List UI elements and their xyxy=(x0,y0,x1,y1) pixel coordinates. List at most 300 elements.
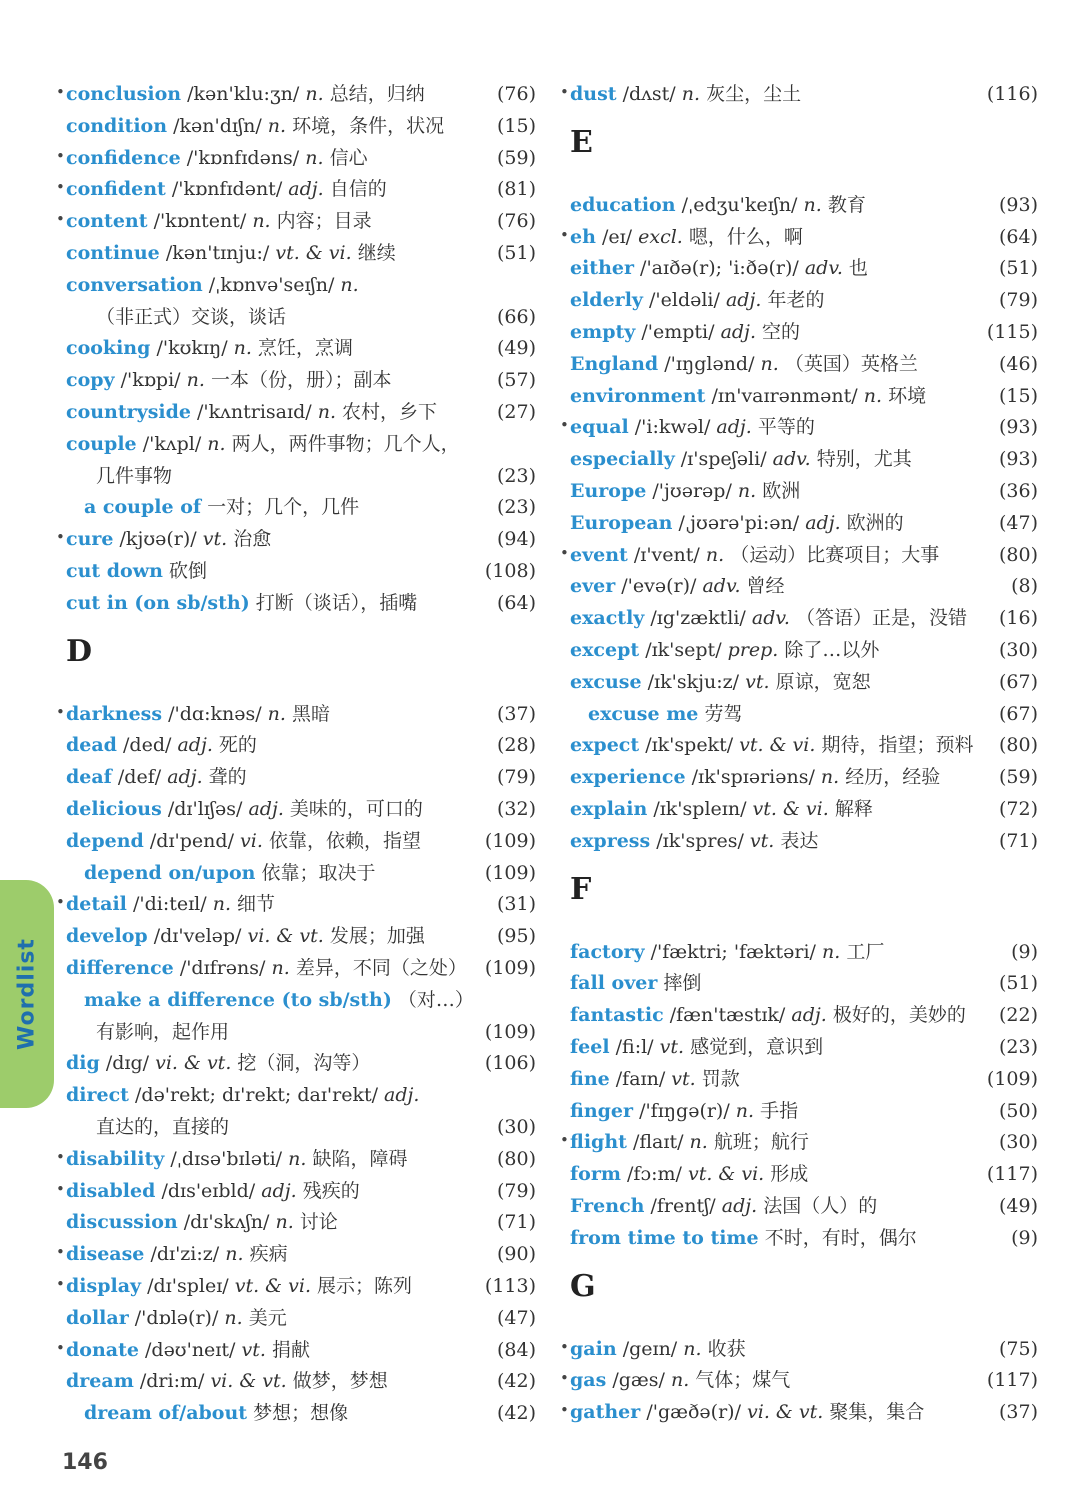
page-ref: (90) xyxy=(496,1243,536,1266)
word-entry xyxy=(66,1302,536,1334)
word-entry xyxy=(570,316,1038,348)
headword: continue xyxy=(66,242,160,264)
entry-continuation xyxy=(96,1016,536,1048)
page-ref: (81) xyxy=(496,178,536,201)
headword: disease xyxy=(66,1243,145,1266)
headword: gather xyxy=(570,1401,641,1424)
word-entry xyxy=(66,825,536,857)
page-ref: (30) xyxy=(496,1116,536,1138)
word-entry xyxy=(570,602,1038,634)
part-of-speech: adj. xyxy=(791,1004,827,1027)
star-mark-icon: • xyxy=(56,702,65,721)
phonetic: /də'rekt; dɪ'rekt; daɪ'rekt/ xyxy=(135,1084,378,1107)
part-of-speech: vt. xyxy=(671,1067,696,1090)
phonetic: /flaɪt/ xyxy=(632,1131,684,1154)
headword: form xyxy=(570,1163,621,1186)
headword: couple xyxy=(66,432,137,455)
definition: 讨论 xyxy=(299,1211,338,1234)
definition: 法国（人）的 xyxy=(763,1195,878,1217)
phonetic: /'dɪfrəns/ xyxy=(179,957,266,979)
part-of-speech: n. xyxy=(737,480,757,502)
section-letter: G xyxy=(570,1268,596,1304)
word-entry xyxy=(56,523,536,555)
word-entry xyxy=(570,380,1038,412)
definition: 残疾的 xyxy=(302,1179,360,1202)
definition: 曾经 xyxy=(746,575,785,598)
page-ref: (64) xyxy=(998,225,1038,248)
headword: event xyxy=(570,543,628,566)
page-ref: (51) xyxy=(496,242,536,264)
headword: England xyxy=(570,352,659,375)
word-entry xyxy=(570,1222,1038,1254)
phonetic: /fi:l/ xyxy=(615,1036,654,1058)
star-mark-icon: • xyxy=(56,1179,65,1198)
word-entry xyxy=(560,1126,1038,1158)
word-entry xyxy=(56,173,536,205)
section-letter: E xyxy=(570,124,593,160)
page-ref: (46) xyxy=(998,352,1038,375)
phonetic: /dəʊ'neɪt/ xyxy=(145,1338,236,1361)
definition: 死的 xyxy=(218,734,257,757)
page-ref: (108) xyxy=(484,560,536,582)
definition: 特别，尤其 xyxy=(816,448,912,471)
definition: 收获 xyxy=(707,1337,746,1360)
page-ref: (80) xyxy=(998,543,1038,566)
star-mark-icon: • xyxy=(56,178,65,197)
definition: 经历，经验 xyxy=(845,766,941,789)
page-ref: (47) xyxy=(496,1306,536,1329)
word-entry xyxy=(560,78,1038,110)
part-of-speech: n. xyxy=(233,337,252,360)
page-ref: (79) xyxy=(998,289,1038,312)
page-ref: (109) xyxy=(484,861,536,884)
phonetic: /dɪs'eɪbld/ xyxy=(161,1179,256,1202)
part-of-speech: vt. & vi. xyxy=(687,1163,765,1186)
part-of-speech: n. xyxy=(705,543,725,566)
phonetic: /ɪ'vent/ xyxy=(633,543,700,566)
word-entry xyxy=(56,142,536,174)
word-entry xyxy=(560,1364,1038,1396)
headword: countryside xyxy=(66,401,191,423)
headword: darkness xyxy=(66,702,163,725)
word-entry xyxy=(56,888,536,920)
headword: elderly xyxy=(570,289,643,312)
entry-continuation xyxy=(96,1111,536,1143)
side-tab-label: Wordlist xyxy=(14,938,40,1050)
page-ref: (15) xyxy=(496,114,536,137)
definition: 手指 xyxy=(760,1099,799,1122)
definition: 几件事物 xyxy=(96,464,173,487)
word-entry xyxy=(570,570,1038,602)
phonetic: /kən'klu:ʒn/ xyxy=(187,83,300,105)
headword: display xyxy=(66,1275,142,1297)
page-ref: (9) xyxy=(1011,1226,1038,1249)
phonetic: /ˌkɒnvə'seɪʃn/ xyxy=(208,273,335,296)
word-entry xyxy=(66,1206,536,1238)
phonetic: /ɪk'spɪəriəns/ xyxy=(691,766,815,789)
definition: （运动）比赛项目；大事 xyxy=(730,543,940,566)
star-mark-icon: • xyxy=(56,210,65,229)
headword: detail xyxy=(66,893,127,916)
part-of-speech: n. xyxy=(207,432,226,455)
phonetic: /'kɒnfɪdənt/ xyxy=(171,178,283,201)
phonetic: /kən'tɪnju:/ xyxy=(165,242,270,264)
word-entry xyxy=(570,1190,1038,1222)
word-entry xyxy=(56,1238,536,1270)
headword: flight xyxy=(570,1131,627,1154)
part-of-speech: vt. & vi. xyxy=(752,798,829,820)
headword: disability xyxy=(66,1147,165,1170)
headword: direct xyxy=(66,1084,129,1107)
star-mark-icon: • xyxy=(560,225,569,244)
page-ref: (106) xyxy=(484,1052,536,1075)
phonetic: /'fæktri; 'fæktəri/ xyxy=(650,940,816,963)
page-ref: (51) xyxy=(998,972,1038,995)
definition: 发展；加强 xyxy=(329,925,425,948)
definition: 期待，指望；预料 xyxy=(821,734,974,757)
definition: 一对；几个，几件 xyxy=(207,496,360,519)
part-of-speech: n. xyxy=(186,369,205,392)
definition: 美元 xyxy=(248,1306,287,1329)
definition: 表达 xyxy=(780,829,819,852)
page-ref: (59) xyxy=(496,146,536,169)
page-ref: (49) xyxy=(998,1195,1038,1217)
headword: cure xyxy=(66,528,114,551)
definition: 依靠，依赖，指望 xyxy=(268,829,421,852)
star-mark-icon: • xyxy=(560,83,569,101)
part-of-speech: adj. xyxy=(720,321,756,343)
definition: 依靠；取决于 xyxy=(261,861,376,884)
part-of-speech: n. xyxy=(683,1337,702,1360)
definition: 航班；航行 xyxy=(713,1131,809,1154)
page-ref: (113) xyxy=(484,1275,536,1297)
headword: ever xyxy=(570,575,616,598)
page-ref: (80) xyxy=(496,1147,536,1170)
definition: 一本（份，册）；副本 xyxy=(210,369,392,392)
page-ref: (93) xyxy=(998,416,1038,439)
headword: gain xyxy=(570,1337,617,1360)
phonetic: /def/ xyxy=(117,766,162,789)
headword: except xyxy=(570,639,640,661)
part-of-speech: adj. xyxy=(384,1084,420,1107)
phonetic: /'eldəli/ xyxy=(649,289,720,312)
definition: 聋的 xyxy=(208,766,247,789)
definition: （非正式）交谈，谈话 xyxy=(96,305,287,328)
phonetic: /dɪ'lɪʃəs/ xyxy=(167,798,243,820)
phonetic: /dɪ'spleɪ/ xyxy=(147,1275,229,1297)
headword: exactly xyxy=(570,607,645,630)
headword: excuse xyxy=(570,670,642,693)
star-mark-icon: • xyxy=(56,146,65,165)
word-entry xyxy=(570,634,1038,666)
sub-entry xyxy=(84,857,536,889)
word-entry xyxy=(66,396,536,428)
star-mark-icon: • xyxy=(560,1369,569,1388)
definition: 极好的，美妙的 xyxy=(832,1004,966,1027)
headword: cooking xyxy=(66,337,151,360)
part-of-speech: n. xyxy=(681,83,701,105)
phonetic: /'dɒlə(r)/ xyxy=(134,1306,219,1329)
page-ref: (71) xyxy=(496,1211,536,1234)
sub-entry xyxy=(588,698,1038,730)
phonetic: /ˌdɪsə'bɪləti/ xyxy=(170,1147,283,1170)
headword: copy xyxy=(66,369,115,392)
page-ref: (67) xyxy=(998,670,1038,693)
page-ref: (22) xyxy=(998,1004,1038,1027)
definition: 有影响，起作用 xyxy=(96,1020,230,1043)
page-ref: (64) xyxy=(496,591,536,614)
headword: explain xyxy=(570,798,648,820)
part-of-speech: n. xyxy=(735,1099,755,1122)
definition: 农村，乡下 xyxy=(342,401,438,423)
page-ref: (42) xyxy=(496,1402,536,1425)
phonetic: /dɪ'skʌʃn/ xyxy=(183,1211,270,1234)
phonetic: /geɪn/ xyxy=(622,1337,678,1360)
phonetic: /ˌjʊərə'pi:ən/ xyxy=(678,511,800,534)
phonetic: /'i:kwəl/ xyxy=(634,416,711,439)
word-entry xyxy=(66,332,536,364)
definition: 缺陷，障碍 xyxy=(312,1147,408,1170)
page-ref: (71) xyxy=(998,829,1038,852)
page-ref: (37) xyxy=(998,1401,1038,1424)
definition: 嗯，什么，啊 xyxy=(688,225,803,248)
headword: condition xyxy=(66,114,168,137)
page-ref: (8) xyxy=(1011,575,1038,598)
word-entry xyxy=(570,729,1038,761)
page-ref: (9) xyxy=(1011,940,1038,963)
word-entry xyxy=(66,952,536,984)
page-ref: (36) xyxy=(998,480,1038,502)
part-of-speech: adj. xyxy=(177,734,213,757)
part-of-speech: vt. xyxy=(749,829,775,852)
headword: disabled xyxy=(66,1179,156,1202)
part-of-speech: adj. xyxy=(721,1195,758,1217)
headword: dollar xyxy=(66,1306,129,1329)
part-of-speech: n. xyxy=(317,401,336,423)
word-entry xyxy=(570,1158,1038,1190)
definition: 内容；目录 xyxy=(276,210,372,233)
part-of-speech: n. xyxy=(822,940,841,963)
phonetic: /ˌedʒu'keɪʃn/ xyxy=(681,193,798,216)
definition: 捐献 xyxy=(271,1338,310,1361)
part-of-speech: vt. xyxy=(202,528,228,551)
word-entry xyxy=(66,761,536,793)
headword: fantastic xyxy=(570,1004,664,1027)
word-entry xyxy=(570,1031,1038,1063)
definition: 细节 xyxy=(237,893,276,916)
part-of-speech: n. xyxy=(340,273,359,296)
definition: 环境，条件，状况 xyxy=(292,114,445,137)
word-entry xyxy=(66,1079,536,1111)
phonetic: /ɪn'vaɪrənmənt/ xyxy=(711,384,858,407)
part-of-speech: adv. xyxy=(702,575,741,598)
phonetic: /frentʃ/ xyxy=(650,1195,716,1217)
phonetic: /'kɒnfɪdəns/ xyxy=(186,146,300,169)
headword: expect xyxy=(570,734,640,757)
part-of-speech: adv. xyxy=(772,448,811,471)
word-entry xyxy=(56,698,536,730)
star-mark-icon: • xyxy=(56,528,65,547)
phonetic: /eɪ/ xyxy=(601,225,633,248)
word-entry xyxy=(66,587,536,619)
star-mark-icon: • xyxy=(56,1338,65,1357)
page-ref: (109) xyxy=(484,957,536,979)
headword: express xyxy=(570,829,651,852)
page-ref: (30) xyxy=(998,1131,1038,1154)
part-of-speech: n. xyxy=(670,1369,690,1392)
part-of-speech: n. xyxy=(288,1147,307,1170)
headword: gas xyxy=(570,1369,607,1392)
word-entry xyxy=(56,1143,536,1175)
word-entry xyxy=(560,1333,1038,1365)
word-entry xyxy=(56,1270,536,1302)
part-of-speech: vi. & vt. xyxy=(747,1401,824,1424)
word-entry xyxy=(56,1334,536,1366)
phonetic: /fɔ:m/ xyxy=(627,1163,682,1186)
headword: discussion xyxy=(66,1211,178,1234)
word-entry xyxy=(570,936,1038,968)
page-ref: (49) xyxy=(496,337,536,360)
definition: 工厂 xyxy=(846,940,885,963)
headword: equal xyxy=(570,416,629,439)
headword: especially xyxy=(570,448,675,471)
word-entry xyxy=(56,205,536,237)
definition: 继续 xyxy=(357,242,396,264)
phonetic: /ɪg'zæktli/ xyxy=(650,607,746,630)
page-ref: (95) xyxy=(496,925,536,948)
part-of-speech: adj. xyxy=(805,511,841,534)
page-ref: (57) xyxy=(496,369,536,392)
definition: 环境 xyxy=(888,384,927,407)
page-ref: (76) xyxy=(496,83,536,105)
headword: cut in (on sb/sth) xyxy=(66,591,250,614)
page-ref: (116) xyxy=(986,83,1038,105)
section-letter: F xyxy=(570,871,592,907)
word-entry xyxy=(570,507,1038,539)
phonetic: /'aɪðə(r); 'i:ðə(r)/ xyxy=(640,257,799,280)
headword: French xyxy=(570,1195,645,1217)
headword: fine xyxy=(570,1067,610,1090)
page-ref: (79) xyxy=(496,766,536,789)
phonetic: /'di:teɪl/ xyxy=(132,893,207,916)
part-of-speech: n. xyxy=(271,957,290,979)
part-of-speech: vt. xyxy=(241,1338,266,1361)
phonetic: /dɪg/ xyxy=(105,1052,150,1075)
entry-continuation xyxy=(96,460,536,492)
definition: 美味的，可口的 xyxy=(289,798,423,820)
page-ref: (117) xyxy=(986,1163,1038,1186)
word-entry xyxy=(570,348,1038,380)
part-of-speech: n. xyxy=(305,146,324,169)
headword: deaf xyxy=(66,766,112,789)
page-ref: (109) xyxy=(484,829,536,852)
definition: 打断（谈话），插嘴 xyxy=(255,591,418,614)
phonetic: /ɪ'speʃəli/ xyxy=(680,448,767,471)
phonetic: /dɪ'veləp/ xyxy=(153,925,242,948)
headword: either xyxy=(570,257,634,280)
page-ref: (51) xyxy=(998,257,1038,280)
definition: 做梦，梦想 xyxy=(292,1370,388,1393)
star-mark-icon: • xyxy=(560,1401,569,1420)
word-entry xyxy=(570,284,1038,316)
word-entry xyxy=(66,428,536,460)
star-mark-icon: • xyxy=(560,416,569,435)
headword: cut down xyxy=(66,560,163,582)
definition: （对…） xyxy=(397,988,474,1011)
definition: 灰尘，尘土 xyxy=(706,83,802,105)
word-entry xyxy=(560,221,1038,253)
page-ref: (109) xyxy=(986,1067,1038,1090)
page-ref: (59) xyxy=(998,766,1038,789)
phonetic: /dɪ'zi:z/ xyxy=(150,1243,220,1266)
part-of-speech: n. xyxy=(863,384,883,407)
part-of-speech: vt. & vi. xyxy=(234,1275,311,1297)
page-ref: (80) xyxy=(998,734,1038,757)
phonetic: /dri:m/ xyxy=(139,1370,205,1393)
page-ref: (117) xyxy=(986,1369,1038,1392)
page-ref: (115) xyxy=(986,321,1038,343)
word-entry xyxy=(570,443,1038,475)
star-mark-icon: • xyxy=(56,83,65,101)
headword: European xyxy=(570,511,673,534)
word-entry xyxy=(66,1365,536,1397)
star-mark-icon: • xyxy=(56,893,65,912)
page-ref: (15) xyxy=(998,384,1038,407)
word-entry xyxy=(570,189,1038,221)
phonetic: /ded/ xyxy=(123,734,172,757)
part-of-speech: adj. xyxy=(261,1179,297,1202)
phonetic: /'evə(r)/ xyxy=(621,575,697,598)
headword: conclusion xyxy=(66,83,182,105)
part-of-speech: n. xyxy=(224,1306,243,1329)
part-of-speech: adv. xyxy=(804,257,843,280)
headword: confidence xyxy=(66,146,181,169)
headword: confident xyxy=(66,178,166,201)
headword: eh xyxy=(570,225,596,248)
headword: excuse me xyxy=(588,702,699,725)
definition: 原谅，宽恕 xyxy=(775,670,871,693)
headword: conversation xyxy=(66,273,203,296)
definition: 也 xyxy=(848,257,868,280)
page-ref: (47) xyxy=(998,511,1038,534)
word-entry xyxy=(66,920,536,952)
page-ref: (93) xyxy=(998,448,1038,471)
page-ref: (67) xyxy=(998,702,1038,725)
definition: 形成 xyxy=(770,1163,809,1186)
phonetic: /kən'dɪʃn/ xyxy=(173,114,262,137)
part-of-speech: n. xyxy=(760,352,779,375)
definition: 解释 xyxy=(834,798,873,820)
phonetic: /ɪk'skju:z/ xyxy=(647,670,740,693)
part-of-speech: vi. & vt. xyxy=(210,1370,287,1393)
part-of-speech: n. xyxy=(267,702,286,725)
page-ref: (16) xyxy=(998,607,1038,630)
part-of-speech: adj. xyxy=(725,289,762,312)
part-of-speech: vi. & vt. xyxy=(155,1052,232,1075)
phonetic: /ɪk'spleɪn/ xyxy=(653,798,747,820)
part-of-speech: adj. xyxy=(288,178,324,201)
word-entry xyxy=(570,666,1038,698)
entry-continuation xyxy=(96,301,536,333)
part-of-speech: n. xyxy=(820,766,840,789)
definition: 烹饪，烹调 xyxy=(257,337,353,360)
word-entry xyxy=(570,761,1038,793)
page-ref: (72) xyxy=(998,798,1038,820)
word-entry xyxy=(570,475,1038,507)
page-ref: (32) xyxy=(496,798,536,820)
part-of-speech: n. xyxy=(212,893,231,916)
headword: environment xyxy=(570,384,706,407)
